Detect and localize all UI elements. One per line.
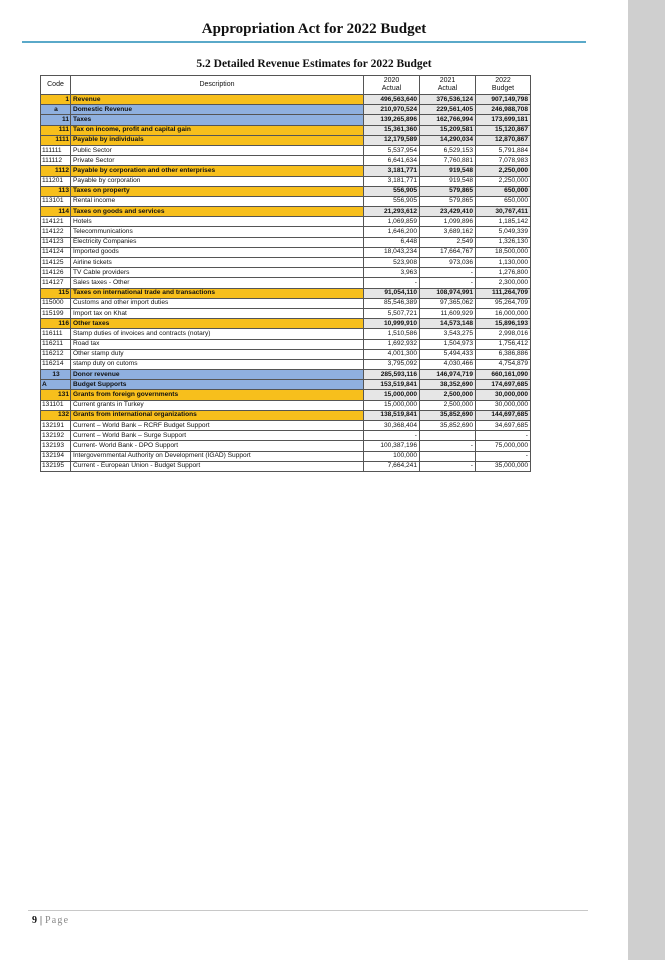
page-footer <box>32 915 69 926</box>
row-code: 115000 <box>41 298 71 308</box>
row-description: Current – World Bank – RCRF Budget Support <box>71 421 364 431</box>
row-code: 132194 <box>41 451 71 461</box>
row-2022-budget: 75,000,000 <box>476 441 531 451</box>
row-description: Import tax on Khat <box>71 308 364 318</box>
row-2020-actual: 10,999,910 <box>364 319 420 329</box>
row-2020-actual: 15,000,000 <box>364 400 420 410</box>
row-code: 131 <box>41 390 71 400</box>
table-row <box>41 461 531 471</box>
row-code: 132 <box>41 410 71 420</box>
row-code: 116111 <box>41 329 71 339</box>
row-2022-budget: 1,326,130 <box>476 237 531 247</box>
row-2021-actual: 376,536,124 <box>420 95 476 105</box>
row-2021-actual: 3,543,275 <box>420 329 476 339</box>
row-description: TV Cable providers <box>71 268 364 278</box>
table-row <box>41 268 531 278</box>
row-description: Donor revenue <box>71 370 364 380</box>
table-row <box>41 380 531 390</box>
row-code: A <box>41 380 71 390</box>
row-description: Current- World Bank - DPO Support <box>71 441 364 451</box>
row-2020-actual: 5,537,954 <box>364 145 420 155</box>
table-row <box>41 431 531 441</box>
row-code: 131101 <box>41 400 71 410</box>
row-2022-budget: 1,185,142 <box>476 217 531 227</box>
row-2022-budget: 12,870,867 <box>476 135 531 145</box>
table-row <box>41 339 531 349</box>
row-2020-actual: 1,692,932 <box>364 339 420 349</box>
row-description: Stamp duties of invoices and contracts (notary) <box>71 329 364 339</box>
header-description: Description <box>71 76 364 95</box>
row-code: 114 <box>41 207 71 217</box>
row-description: Other stamp duty <box>71 349 364 359</box>
row-description: Rental income <box>71 196 364 206</box>
row-description: Telecommunications <box>71 227 364 237</box>
row-2022-budget: 1,130,000 <box>476 258 531 268</box>
row-2022-budget: 650,000 <box>476 186 531 196</box>
row-2021-actual <box>420 451 476 461</box>
row-2020-actual: 6,448 <box>364 237 420 247</box>
row-2022-budget: 30,000,000 <box>476 400 531 410</box>
row-2021-actual: 35,852,690 <box>420 410 476 420</box>
header-2022-budget: 2022 Budget <box>476 76 531 95</box>
row-description: Imported goods <box>71 247 364 257</box>
row-code: 114121 <box>41 217 71 227</box>
row-2022-budget: 144,697,685 <box>476 410 531 420</box>
row-2020-actual: 91,054,110 <box>364 288 420 298</box>
row-code: 1111 <box>41 135 71 145</box>
row-2021-actual: 579,865 <box>420 186 476 196</box>
table-row <box>41 410 531 420</box>
row-2020-actual: 210,970,524 <box>364 105 420 115</box>
row-2022-budget: 1,756,412 <box>476 339 531 349</box>
section-title: 5.2 Detailed Revenue Estimates for 2022 Budget <box>196 58 432 70</box>
row-2021-actual: - <box>420 278 476 288</box>
row-description: Budget Supports <box>71 380 364 390</box>
row-2022-budget: 1,276,800 <box>476 268 531 278</box>
row-description: Current – World Bank – Surge Support <box>71 431 364 441</box>
table-row <box>41 207 531 217</box>
row-2021-actual: 14,573,148 <box>420 319 476 329</box>
table-row <box>41 95 531 105</box>
row-code: 114126 <box>41 268 71 278</box>
row-2022-budget: 15,120,867 <box>476 125 531 135</box>
table-row <box>41 298 531 308</box>
row-2022-budget: 7,078,983 <box>476 156 531 166</box>
row-code: 115 <box>41 288 71 298</box>
row-2021-actual: 4,030,466 <box>420 359 476 369</box>
row-2020-actual: 1,646,200 <box>364 227 420 237</box>
row-code: 1 <box>41 95 71 105</box>
row-code: 113101 <box>41 196 71 206</box>
row-code: 114125 <box>41 258 71 268</box>
table-row <box>41 186 531 196</box>
row-2020-actual: 30,368,404 <box>364 421 420 431</box>
row-2022-budget: 4,754,879 <box>476 359 531 369</box>
row-2020-actual: 100,387,196 <box>364 441 420 451</box>
row-2021-actual: 6,529,153 <box>420 145 476 155</box>
row-code: 132191 <box>41 421 71 431</box>
row-description: Public Sector <box>71 145 364 155</box>
row-code: 1112 <box>41 166 71 176</box>
row-code: 111201 <box>41 176 71 186</box>
row-2020-actual: 285,593,116 <box>364 370 420 380</box>
header-code: Code <box>41 76 71 95</box>
row-2020-actual: 138,519,841 <box>364 410 420 420</box>
page-label: Page <box>45 915 70 926</box>
row-2021-actual: - <box>420 441 476 451</box>
row-description: Airline tickets <box>71 258 364 268</box>
table-row <box>41 105 531 115</box>
table-row <box>41 156 531 166</box>
row-2021-actual: 97,365,062 <box>420 298 476 308</box>
table-row <box>41 227 531 237</box>
revenue-table <box>40 75 531 472</box>
row-description: Intergovernmental Authority on Development (IGAD) Support <box>71 451 364 461</box>
row-code: 13 <box>41 370 71 380</box>
table-row <box>41 166 531 176</box>
row-2020-actual: 7,664,241 <box>364 461 420 471</box>
row-code: 116214 <box>41 359 71 369</box>
row-2020-actual: 153,519,841 <box>364 380 420 390</box>
table-row <box>41 237 531 247</box>
row-2020-actual: 3,181,771 <box>364 176 420 186</box>
row-code: 116212 <box>41 349 71 359</box>
row-2020-actual: 12,179,589 <box>364 135 420 145</box>
row-2021-actual <box>420 431 476 441</box>
row-description: Grants from foreign governments <box>71 390 364 400</box>
row-2020-actual: 18,043,234 <box>364 247 420 257</box>
row-code: 111 <box>41 125 71 135</box>
footer-divider <box>28 910 588 911</box>
page-number: 9 <box>32 915 37 926</box>
row-code: a <box>41 105 71 115</box>
row-2021-actual: 919,548 <box>420 166 476 176</box>
row-2021-actual: 38,352,690 <box>420 380 476 390</box>
row-description: Grants from international organizations <box>71 410 364 420</box>
row-description: Payable by corporation <box>71 176 364 186</box>
title-divider <box>22 41 586 43</box>
row-code: 132192 <box>41 431 71 441</box>
row-2022-budget: 16,000,000 <box>476 308 531 318</box>
row-2022-budget: 18,500,000 <box>476 247 531 257</box>
row-2020-actual: - <box>364 278 420 288</box>
row-2020-actual: 15,361,360 <box>364 125 420 135</box>
row-2021-actual: 3,689,162 <box>420 227 476 237</box>
row-2022-budget: 34,697,685 <box>476 421 531 431</box>
row-description: Current - European Union - Budget Support <box>71 461 364 471</box>
row-2020-actual: 15,000,000 <box>364 390 420 400</box>
row-2022-budget: 5,791,884 <box>476 145 531 155</box>
table-row <box>41 441 531 451</box>
table-row <box>41 135 531 145</box>
row-description: Domestic Revenue <box>71 105 364 115</box>
row-code: 114127 <box>41 278 71 288</box>
row-2022-budget: 95,264,709 <box>476 298 531 308</box>
row-code: 114123 <box>41 237 71 247</box>
row-2021-actual: - <box>420 461 476 471</box>
row-2020-actual: 3,963 <box>364 268 420 278</box>
row-2022-budget: 174,697,685 <box>476 380 531 390</box>
row-2020-actual: 556,905 <box>364 186 420 196</box>
row-description: Hotels <box>71 217 364 227</box>
row-code: 111111 <box>41 145 71 155</box>
table-row <box>41 115 531 125</box>
row-2021-actual: 579,865 <box>420 196 476 206</box>
header-2021-actual: 2021 Actual <box>420 76 476 95</box>
row-code: 11 <box>41 115 71 125</box>
row-2020-actual: 21,293,612 <box>364 207 420 217</box>
table-row <box>41 319 531 329</box>
table-row <box>41 125 531 135</box>
row-2022-budget: 907,149,798 <box>476 95 531 105</box>
row-2021-actual: 2,549 <box>420 237 476 247</box>
row-2020-actual: 3,181,771 <box>364 166 420 176</box>
row-2020-actual: 139,265,896 <box>364 115 420 125</box>
row-2022-budget: 15,896,193 <box>476 319 531 329</box>
row-2020-actual: 3,795,092 <box>364 359 420 369</box>
table-row <box>41 359 531 369</box>
row-2021-actual: 5,494,433 <box>420 349 476 359</box>
row-2021-actual: 23,429,410 <box>420 207 476 217</box>
row-2021-actual: 146,974,719 <box>420 370 476 380</box>
row-description: stamp duty on cutoms <box>71 359 364 369</box>
table-row <box>41 329 531 339</box>
table-row <box>41 258 531 268</box>
row-2020-actual: 5,507,721 <box>364 308 420 318</box>
row-2022-budget: 2,300,000 <box>476 278 531 288</box>
row-2022-budget: 660,161,090 <box>476 370 531 380</box>
row-2022-budget: 35,000,000 <box>476 461 531 471</box>
row-2022-budget: 246,988,708 <box>476 105 531 115</box>
row-2021-actual: 17,664,767 <box>420 247 476 257</box>
row-2022-budget: 2,250,000 <box>476 166 531 176</box>
row-code: 132193 <box>41 441 71 451</box>
row-description: Taxes on property <box>71 186 364 196</box>
row-2021-actual: 973,036 <box>420 258 476 268</box>
table-header-row <box>41 76 531 95</box>
row-description: Sales taxes - Other <box>71 278 364 288</box>
row-2021-actual: 14,290,034 <box>420 135 476 145</box>
table-row <box>41 176 531 186</box>
row-2020-actual: 523,908 <box>364 258 420 268</box>
row-description: Road tax <box>71 339 364 349</box>
row-2020-actual: 85,546,389 <box>364 298 420 308</box>
table-row <box>41 451 531 461</box>
table-row <box>41 370 531 380</box>
row-description: Payable by corporation and other enterprises <box>71 166 364 176</box>
footer-separator: | <box>40 915 43 926</box>
row-code: 116 <box>41 319 71 329</box>
row-description: Private Sector <box>71 156 364 166</box>
row-2022-budget: 2,998,016 <box>476 329 531 339</box>
row-description: Revenue <box>71 95 364 105</box>
row-description: Electricity Companies <box>71 237 364 247</box>
row-2022-budget: - <box>476 451 531 461</box>
table-row <box>41 400 531 410</box>
table-row <box>41 278 531 288</box>
table-row <box>41 308 531 318</box>
row-2022-budget: - <box>476 431 531 441</box>
row-code: 111112 <box>41 156 71 166</box>
row-2020-actual: 4,001,300 <box>364 349 420 359</box>
row-2020-actual: - <box>364 431 420 441</box>
row-2022-budget: 6,386,886 <box>476 349 531 359</box>
row-2021-actual: - <box>420 268 476 278</box>
row-2022-budget: 650,000 <box>476 196 531 206</box>
header-2020-actual: 2020 Actual <box>364 76 420 95</box>
table-row <box>41 288 531 298</box>
row-2020-actual: 6,641,634 <box>364 156 420 166</box>
row-2021-actual: 11,609,929 <box>420 308 476 318</box>
table-row <box>41 421 531 431</box>
row-description: Payable by individuals <box>71 135 364 145</box>
row-description: Tax on income, profit and capital gain <box>71 125 364 135</box>
row-2022-budget: 30,767,411 <box>476 207 531 217</box>
table-row <box>41 247 531 257</box>
row-2020-actual: 496,563,640 <box>364 95 420 105</box>
row-2021-actual: 108,974,991 <box>420 288 476 298</box>
row-2021-actual: 2,500,000 <box>420 390 476 400</box>
document-title: Appropriation Act for 2022 Budget <box>201 21 427 37</box>
row-description: Current grants in Turkey <box>71 400 364 410</box>
row-code: 114122 <box>41 227 71 237</box>
row-2022-budget: 2,250,000 <box>476 176 531 186</box>
row-2021-actual: 162,766,994 <box>420 115 476 125</box>
row-2022-budget: 5,049,339 <box>476 227 531 237</box>
table-row <box>41 196 531 206</box>
table-row <box>41 217 531 227</box>
row-2021-actual: 2,500,000 <box>420 400 476 410</box>
row-2022-budget: 173,699,181 <box>476 115 531 125</box>
table-row <box>41 349 531 359</box>
row-code: 115199 <box>41 308 71 318</box>
row-2020-actual: 556,905 <box>364 196 420 206</box>
row-2021-actual: 1,099,896 <box>420 217 476 227</box>
row-2020-actual: 1,069,859 <box>364 217 420 227</box>
table-row <box>41 390 531 400</box>
row-2021-actual: 35,852,690 <box>420 421 476 431</box>
row-2021-actual: 7,760,881 <box>420 156 476 166</box>
row-code: 114124 <box>41 247 71 257</box>
row-code: 132195 <box>41 461 71 471</box>
row-description: Taxes on goods and services <box>71 207 364 217</box>
row-2021-actual: 919,548 <box>420 176 476 186</box>
row-2021-actual: 1,504,973 <box>420 339 476 349</box>
row-2021-actual: 15,209,581 <box>420 125 476 135</box>
row-description: Customs and other import duties <box>71 298 364 308</box>
scroll-gutter <box>628 0 665 960</box>
row-2022-budget: 30,000,000 <box>476 390 531 400</box>
row-description: Taxes on international trade and transactions <box>71 288 364 298</box>
row-code: 113 <box>41 186 71 196</box>
row-description: Other taxes <box>71 319 364 329</box>
row-2020-actual: 1,510,586 <box>364 329 420 339</box>
row-2020-actual: 100,000 <box>364 451 420 461</box>
row-description: Taxes <box>71 115 364 125</box>
row-2022-budget: 111,264,709 <box>476 288 531 298</box>
table-row <box>41 145 531 155</box>
row-2021-actual: 229,561,405 <box>420 105 476 115</box>
row-code: 116211 <box>41 339 71 349</box>
